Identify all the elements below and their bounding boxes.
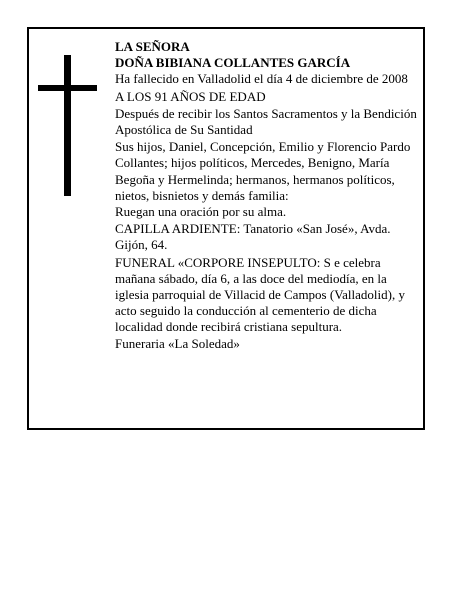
age-line: A LOS 91 AÑOS DE EDAD	[115, 88, 266, 104]
cross-vertical-bar	[64, 55, 71, 196]
family-line: Sus hijos, Daniel, Concepción, Emilio y Florencio Pardo Collantes; hijos políticos, Mercedes, Benigno, María Begoña y Hermelinda; hermanos, hermanos políticos, nietos, bisnietos y demás familia:	[115, 139, 411, 203]
deceased-name: DOÑA BIBIANA COLLANTES GARCÍA	[115, 55, 351, 71]
notice-title: LA SEÑORA	[115, 39, 190, 54]
death-announcement: Ha fallecido en Valladolid el día 4 de diciembre de 2008	[115, 71, 408, 87]
funeral-line: FUNERAL «CORPORE INSEPULTO: S e celebra mañana sábado, día 6, a las doce del mediodía, en la iglesia parroquial de Villacid de Campos (Valladolid), y acto seguido la conducción al cementerio de dicha localidad donde recibirá cristiana sepultura.	[115, 254, 405, 335]
cross-horizontal-bar	[38, 85, 97, 91]
chapel-line: CAPILLA ARDIENTE: Tanatorio «San José», Avda. Gijón, 64.	[115, 221, 391, 253]
prayer-line: Ruegan una oración por su alma.	[115, 204, 287, 220]
notice-text-block	[115, 39, 421, 352]
funeral-home-line: Funeraria «La Soledad»	[115, 335, 240, 351]
sacraments-line: Después de recibir los Santos Sacramentos y la Bendición Apostólica de Su Santidad	[115, 105, 417, 138]
